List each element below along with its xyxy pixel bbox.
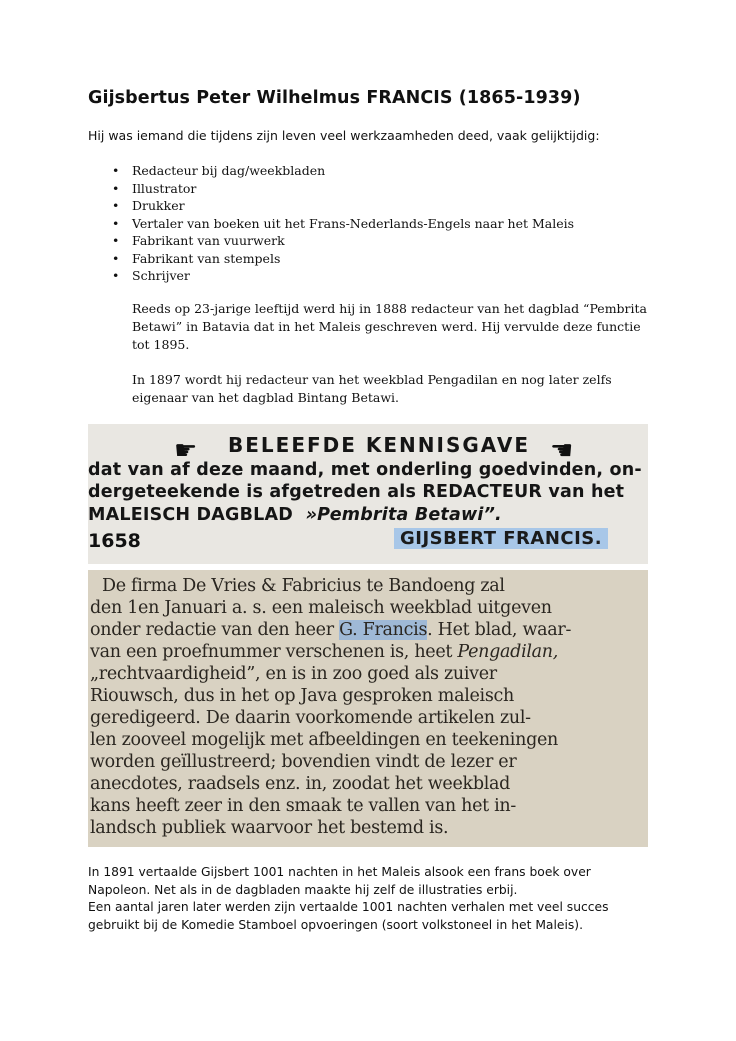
- newspaper-clipping-announcement: [88, 424, 648, 564]
- bullet-icon: •: [112, 233, 120, 248]
- closing-paragraph: In 1891 vertaalde Gijsbert 1001 nachten in het Maleis alsook een frans boek over Napoleon. Net als in de dagbladen maakte hij zelf de illustraties erbij. Een aantal jaren later werden zijn vertaalde 1001 nachten verhalen met veel succes gebruikt bij de Komedie Stamboel opvoeringen (soort volkstoneel in het Maleis).: [88, 865, 609, 932]
- bullet-icon: •: [112, 250, 120, 266]
- paragraph-pembrita: Reeds op 23-jarige leeftijd werd hij in 1888 redacteur van het dagblad “Pembrita Betawi” in Batavia dat in het Maleis geschreven werd. Hij vervulde deze functie tot 1895.: [132, 301, 647, 352]
- clipping-line: anecdotes, raadsels enz. in, zoodat het weekblad: [90, 774, 511, 794]
- list-item: • Redacteur bij dag/weekbladen: [112, 163, 326, 178]
- bullet-icon: •: [112, 180, 120, 196]
- bullet-icon: •: [112, 215, 120, 231]
- bullet-icon: •: [112, 163, 120, 178]
- list-item: • Drukker: [112, 198, 185, 213]
- page-title: Gijsbertus Peter Wilhelmus FRANCIS (1865-1939): [88, 88, 581, 108]
- clipping-line: worden geïllustreerd; bovendien vindt de lezer er: [90, 752, 517, 772]
- intro-text: Hij was iemand die tijdens zijn leven veel werkzaamheden deed, vaak gelijktijdig:: [88, 128, 600, 143]
- list-item: • Fabrikant van stempels: [112, 250, 281, 266]
- list-item: • Illustrator: [112, 180, 197, 196]
- list-item: • Schrijver: [112, 268, 190, 283]
- bullet-icon: •: [112, 268, 120, 283]
- pointing-hand-left-icon: ☚: [550, 436, 574, 466]
- list-item: • Vertaler van boeken uit het Frans-Nederlands-Engels naar het Maleis: [112, 215, 575, 231]
- clipping-line: geredigeerd. De daarin voorkomende artikelen zul-: [90, 708, 531, 728]
- highlighted-signature: GIJSBERT FRANCIS.: [394, 528, 608, 549]
- bullet-icon: •: [112, 198, 120, 213]
- clipping-line: dat van af deze maand, met onderling goedvinden, on-: [88, 460, 642, 480]
- clipping-line: van een proefnummer verschenen is, heet Pengadilan,: [90, 642, 559, 662]
- clipping-heading: BELEEFDE KENNISGAVE: [228, 433, 531, 457]
- clipping-line: Riouwsch, dus in het op Java gesproken maleisch: [90, 686, 515, 706]
- newspaper-clipping-weekblad: [88, 570, 648, 847]
- pointing-hand-right-icon: ☛: [174, 436, 198, 466]
- clipping-number: 1658: [88, 530, 141, 552]
- clipping-line: dergeteekende is afgetreden als REDACTEUR van het: [88, 482, 625, 502]
- clipping-line: MALEISCH DAGBLAD »Pembrita Betawi”.: [88, 505, 502, 525]
- clipping-line: kans heeft zeer in den smaak te vallen van het in-: [90, 796, 517, 816]
- roles-list: [88, 162, 574, 285]
- clipping-line: „rechtvaardigheid”, en is in zoo goed als zuiver: [90, 664, 497, 684]
- clipping-line: De firma De Vries & Fabricius te Bandoeng zal: [102, 576, 505, 596]
- clipping-line: onder redactie van den heer G. Francis. Het blad, waar-: [90, 620, 572, 640]
- list-item: • Fabrikant van vuurwerk: [112, 233, 285, 248]
- highlighted-name: G. Francis: [339, 620, 428, 640]
- clipping-line: den 1en Januari a. s. een maleisch weekblad uitgeven: [90, 598, 552, 618]
- clipping-line: landsch publiek waarvoor het bestemd is.: [90, 818, 449, 838]
- paragraph-pengadilan: In 1897 wordt hij redacteur van het weekblad Pengadilan en nog later zelfs eigenaar van het dagblad Bintang Betawi.: [132, 372, 612, 405]
- clipping-line: len zooveel mogelijk met afbeeldingen en teekeningen: [90, 730, 559, 750]
